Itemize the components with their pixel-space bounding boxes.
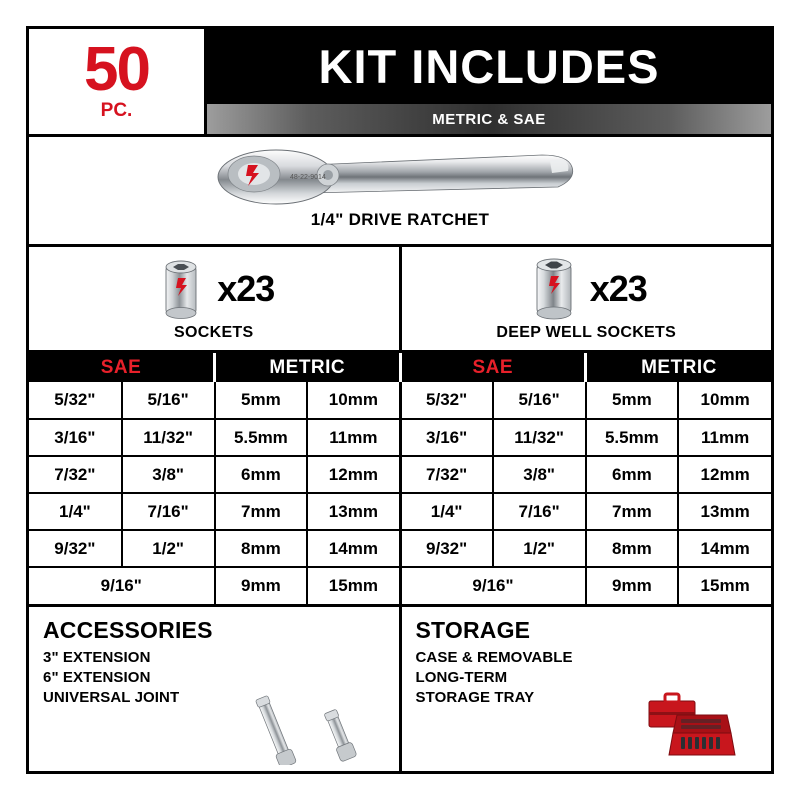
cell: 13mm	[307, 493, 400, 530]
cell: 1/2"	[122, 530, 215, 567]
cell: 9/16"	[29, 567, 215, 604]
table-row	[29, 419, 771, 456]
deep-well-quantity: x23	[589, 267, 647, 309]
cell: 11/32"	[493, 419, 586, 456]
piece-count-box	[29, 29, 207, 134]
piece-count-number: 50	[84, 35, 149, 105]
header	[29, 29, 771, 137]
cell: 5/16"	[493, 382, 586, 419]
deep-well-panel-top	[526, 256, 647, 322]
cell: 7mm	[215, 493, 308, 530]
piece-count-label: PC.	[100, 99, 133, 121]
header-sae-right: SAE	[400, 353, 586, 382]
table-row	[29, 493, 771, 530]
cell: 5.5mm	[586, 419, 679, 456]
cell: 7mm	[586, 493, 679, 530]
accessories-panel	[29, 607, 402, 771]
cell: 7/16"	[122, 493, 215, 530]
cell: 14mm	[678, 530, 771, 567]
cell: 5.5mm	[215, 419, 308, 456]
cell: 13mm	[678, 493, 771, 530]
cell: 6mm	[586, 456, 679, 493]
cell: 1/2"	[493, 530, 586, 567]
cell: 15mm	[700, 576, 750, 595]
cell: 1/4"	[400, 493, 493, 530]
cell: 11/32"	[122, 419, 215, 456]
table-header-row	[29, 353, 771, 382]
cell: 5mm	[586, 382, 679, 419]
cell: 14mm	[307, 530, 400, 567]
cell: 7/32"	[29, 456, 122, 493]
sockets-quantity: x23	[217, 267, 275, 309]
ratchet-section	[29, 137, 771, 247]
sizes-table	[29, 353, 771, 604]
storage-title: STORAGE	[415, 617, 531, 643]
cell: 9/32"	[29, 530, 122, 567]
cell: 5/32"	[29, 382, 122, 419]
cell: 5mm	[215, 382, 308, 419]
cell: 6mm	[215, 456, 308, 493]
socket-icon	[153, 258, 209, 320]
cell: 8mm	[215, 530, 308, 567]
list-item: UNIVERSAL JOINT	[43, 688, 180, 706]
sizes-table-body	[29, 382, 771, 604]
deep-well-caption: DEEP WELL SOCKETS	[496, 323, 677, 341]
cell: 7/32"	[400, 456, 493, 493]
extensions-image	[241, 685, 391, 765]
cell: 3/16"	[400, 419, 493, 456]
cell: 10mm	[307, 382, 400, 419]
table-row	[29, 456, 771, 493]
cell: 11mm	[678, 419, 771, 456]
header-sae-left: SAE	[29, 353, 215, 382]
content-frame	[26, 26, 774, 774]
cell: 9/32"	[400, 530, 493, 567]
bottom-section	[29, 607, 771, 771]
list-item: 6" EXTENSION	[43, 668, 151, 686]
table-row	[29, 382, 771, 419]
cell: 1/4"	[29, 493, 122, 530]
sockets-caption: SOCKETS	[174, 323, 254, 341]
cell: 5/16"	[122, 382, 215, 419]
socket-panels	[29, 247, 771, 353]
ratchet-image	[190, 143, 610, 209]
ratchet-caption: 1/4" DRIVE RATCHET	[310, 210, 490, 229]
cell: 7/16"	[493, 493, 586, 530]
storage-panel	[402, 607, 772, 771]
list-item: STORAGE TRAY	[415, 688, 535, 706]
deep-well-socket-icon	[526, 258, 582, 320]
cell: 10mm	[678, 382, 771, 419]
header-metric-right: METRIC	[586, 353, 772, 382]
list-item: CASE & REMOVABLE	[415, 649, 573, 666]
cell: 8mm	[586, 530, 679, 567]
cell: 11mm	[307, 419, 400, 456]
cell: 5/32"	[400, 382, 493, 419]
list-item: LONG-TERM	[415, 668, 508, 686]
sockets-panel	[29, 247, 402, 350]
table-row	[29, 567, 771, 604]
list-item: 3" EXTENSION	[43, 649, 151, 666]
table-row	[29, 530, 771, 567]
deep-well-sockets-panel	[402, 247, 772, 350]
svg-text:48-22-9014: 48-22-9014	[290, 174, 326, 181]
cell: 9mm	[586, 567, 679, 604]
cell: 12mm	[678, 456, 771, 493]
page-title: KIT INCLUDES	[207, 29, 771, 104]
accessories-title: ACCESSORIES	[43, 617, 213, 643]
cell: 9mm	[215, 567, 308, 604]
storage-case-image	[641, 685, 761, 763]
cell: 9/16"	[400, 567, 586, 604]
cell: 3/16"	[29, 419, 122, 456]
cell: 3/8"	[122, 456, 215, 493]
sockets-panel-top	[153, 256, 274, 322]
subtitle-bar: METRIC & SAE	[207, 104, 771, 134]
cell: 3/8"	[493, 456, 586, 493]
title-box	[207, 29, 771, 134]
sizes-table-wrap	[29, 353, 771, 607]
header-metric-left: METRIC	[215, 353, 401, 382]
cell: 15mm	[307, 567, 400, 604]
cell: 12mm	[307, 456, 400, 493]
